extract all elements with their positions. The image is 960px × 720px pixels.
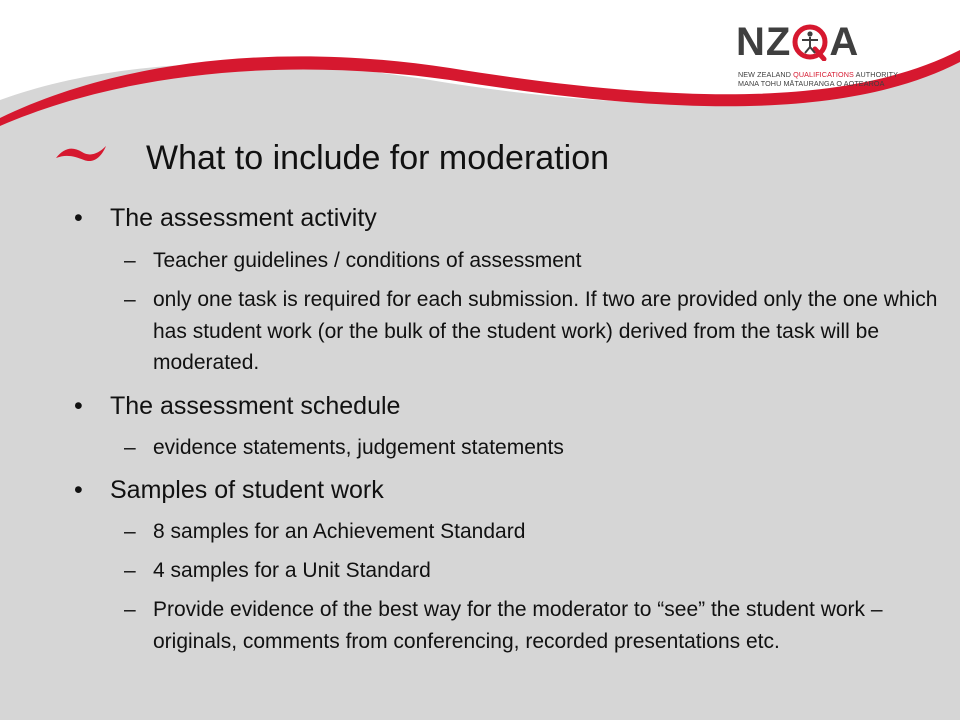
sub-bullet-4-samples: 4 samples for a Unit Standard (153, 559, 431, 582)
logo-letter-a: A (829, 20, 860, 64)
sub-bullet-marker: – (124, 598, 136, 621)
sub-bullet-marker: – (124, 436, 136, 459)
bullet-marker: • (74, 392, 83, 420)
title-swoosh-icon (54, 140, 114, 170)
sub-bullet-provide-evidence: Provide evidence of the best way for the moderator to “see” the student work – originals, comments from conferencing, recorded presentations etc. (153, 598, 883, 653)
logo-letter-n: N (736, 20, 766, 64)
bullet-marker: • (74, 476, 83, 504)
sub-bullet-evidence-statements: evidence statements, judgement statements (153, 436, 564, 459)
sub-bullet-marker: – (124, 288, 136, 311)
bullet-assessment-schedule: The assessment schedule (110, 392, 401, 420)
logo-tagline-maori: MANA TOHU MĀTAURANGA O AOTEAROA (738, 79, 885, 88)
nzqa-q-emblem-icon (791, 23, 829, 61)
bullet-marker: • (74, 204, 83, 232)
logo-letter-z: Z (765, 20, 792, 64)
logo-tagline-english: NEW ZEALAND QUALIFICATIONS AUTHORITY (738, 70, 899, 79)
slide-title: What to include for moderation (146, 139, 610, 177)
sub-bullet-8-samples: 8 samples for an Achievement Standard (153, 520, 526, 543)
bullet-samples-student-work: Samples of student work (110, 476, 384, 504)
nzqa-wordmark (736, 20, 859, 64)
sub-bullet-marker: – (124, 520, 136, 543)
bullet-assessment-activity: The assessment activity (110, 204, 377, 232)
sub-bullet-one-task: only one task is required for each submission. If two are provided only the one which has student work (or the bulk of the student work) derived from the task will be moderated. (153, 288, 938, 374)
sub-bullet-teacher-guidelines: Teacher guidelines / conditions of assessment (153, 249, 582, 272)
sub-bullet-marker: – (124, 559, 136, 582)
nzqa-logo (736, 20, 936, 98)
sub-bullet-marker: – (124, 249, 136, 272)
